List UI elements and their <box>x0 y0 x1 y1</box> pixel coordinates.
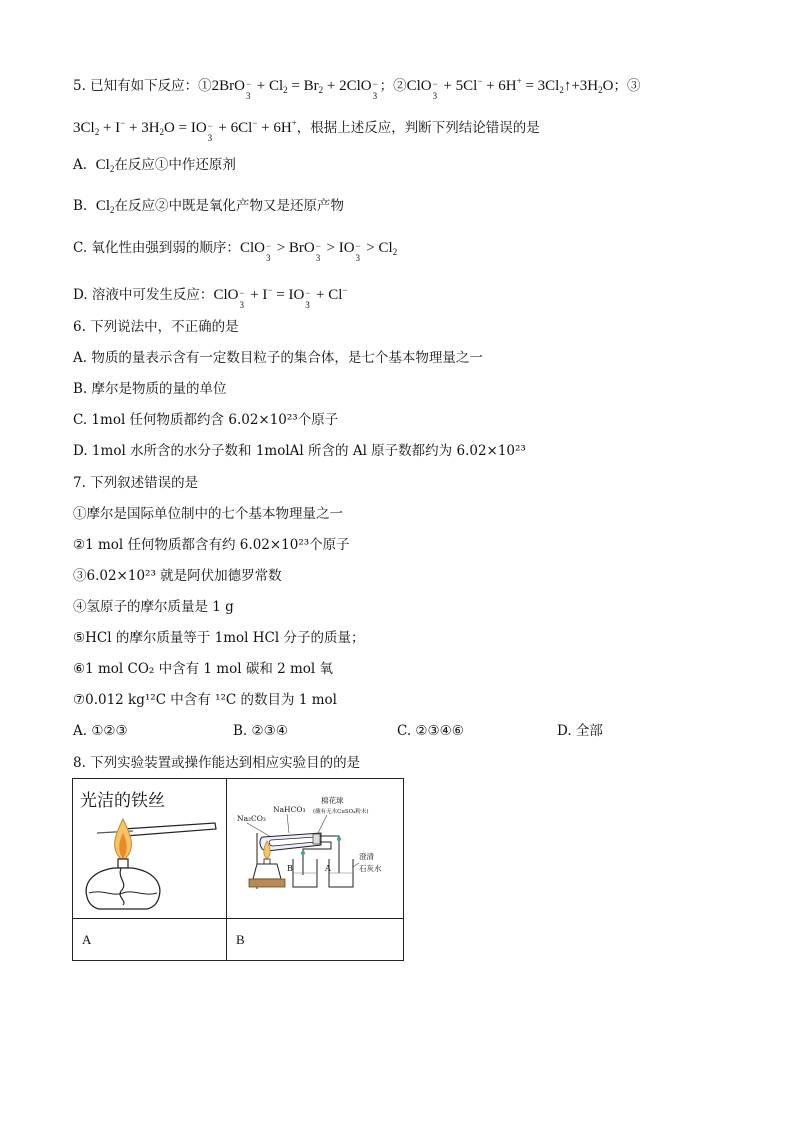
q5-option-d-formula: ClO − 3 + I− = IO − 3 + Cl− <box>213 285 348 310</box>
burner-body <box>253 864 281 879</box>
figure-a-cell <box>73 779 227 919</box>
q6-option-b: B. 摩尔是物质的量的单位 <box>73 381 227 397</box>
q5-option-a: A. $Cl_2$在反应①中作还原剂 <box>73 157 236 174</box>
q7-item-4: ④氢原子的摩尔质量是 1 g <box>73 599 234 615</box>
q7-option-d: D. 全部 <box>557 723 603 739</box>
limewater-label-1: 澄清 <box>359 852 374 861</box>
q5-r2-formula: ClO − 3 + $5Cl^- + 6H^+ = 3Cl_2↑+3H_2O$ <box>406 76 614 101</box>
q6-option-a: A. 物质的量表示含有一定数目粒子的集合体，是七个基本物理量之一 <box>73 350 483 366</box>
q5-option-c: C. 氧化性由强到弱的顺序：ClO − 3 > BrO − 3 > IO − 3 > $Cl_2$ <box>73 240 398 263</box>
q5-option-c-formula: ClO − 3 > BrO − 3 > IO − 3 > $Cl_2$ <box>239 240 398 263</box>
q6-option-d: D. 1mol 水所含的水分子数和 1molAl 所含的 Al 原子数都约为 6.02×10²³ <box>73 443 526 459</box>
figure-a-label: A <box>73 919 227 961</box>
q6-stem: 6. 下列说法中，不正确的是 <box>73 319 239 335</box>
q8-stem: 8. 下列实验装置或操作能达到相应实验目的的是 <box>73 755 361 771</box>
beaker-b-label: B <box>287 864 293 873</box>
figure-a-title: 光洁的铁丝 <box>80 791 165 811</box>
q7-item-2: ②1 mol 任何物质都含有约 6.02×10²³个原子 <box>73 537 350 553</box>
q7-item-3: ③6.02×10²³ 就是阿伏加德罗常数 <box>73 568 282 584</box>
q5-stem-end: ，根据上述反应，判断下列结论错误的是 <box>296 120 540 136</box>
q7-item-7: ⑦0.012 kg¹²C 中含有 ¹²C 的数目为 1 mol <box>73 692 337 708</box>
q5-line-1: 5. 已知有如下反应：①2BrO − 3 + $Cl_2 = Br_2 + 2ClO$ − 3 ；②ClO − 3 + $5Cl^- + 6H^+ = 3Cl_2↑+3H_2O$；③ <box>73 76 641 101</box>
q5-option-b: B. $Cl_2$在反应②中既是氧化产物又是还原产物 <box>73 198 344 215</box>
q5-option-b-text: $Cl_2$在反应②中既是氧化产物又是还原产物 <box>95 198 344 215</box>
carbonate-heating-figure <box>227 779 403 914</box>
na2co3-label: Na₂CO₃ <box>237 814 266 823</box>
figure-b-label: B <box>227 919 404 961</box>
q5-r3-formula: $3Cl_2 + I^- + 3H_2O$ = IO − 3 + 6Cl− + 6H+ <box>73 118 297 143</box>
cotton-ball <box>313 834 320 844</box>
figure-b-cell <box>227 779 404 919</box>
nahco3-label: NaHCO₃ <box>273 805 306 814</box>
q5-r1-formula: 2BrO − 3 + $Cl_2 = Br_2 + 2ClO$ − 3 <box>211 78 378 101</box>
q5-intro: 5. 已知有如下反应： <box>73 78 199 94</box>
wooden-block <box>249 879 285 887</box>
q5-r1-mark: ① <box>198 78 212 94</box>
q5-r2-mark: ② <box>393 78 407 94</box>
q7-option-b: B. ②③④ <box>233 723 288 739</box>
q5-line-2 <box>73 114 540 141</box>
q5-r3-mark: ③ <box>626 78 641 94</box>
cotton-label: 棉花球 <box>321 796 344 805</box>
q7-item-1: ①摩尔是国际单位制中的七个基本物理量之一 <box>73 506 343 522</box>
cotton-note: (蘸有无水CuSO₄粉末) <box>313 809 369 815</box>
q5-option-a-text: $Cl_2$在反应①中作还原剂 <box>95 157 236 174</box>
q7-stem: 7. 下列叙述错误的是 <box>73 475 199 491</box>
q7-option-c: C. ②③④⑥ <box>397 723 464 739</box>
limewater-label-2: 石灰水 <box>359 864 382 873</box>
q7-option-a: A. ①②③ <box>73 723 128 739</box>
q7-item-6: ⑥1 mol CO₂ 中含有 1 mol 碳和 2 mol 氧 <box>73 661 334 677</box>
beaker-a-label: A <box>325 864 331 873</box>
apparatus-table <box>72 778 404 961</box>
q7-item-5: ⑤HCl 的摩尔质量等于 1mol HCl 分子的质量； <box>73 630 365 646</box>
iron-wire-holder <box>123 823 216 836</box>
wick-holder <box>118 859 128 868</box>
alcohol-lamp-figure <box>73 779 226 914</box>
q6-option-c: C. 1mol 任何物质都约含 6.02×10²³个原子 <box>73 412 339 428</box>
q5-option-d: D. 溶液中可发生反应：ClO − 3 + I− = IO − 3 + Cl− <box>73 285 348 310</box>
